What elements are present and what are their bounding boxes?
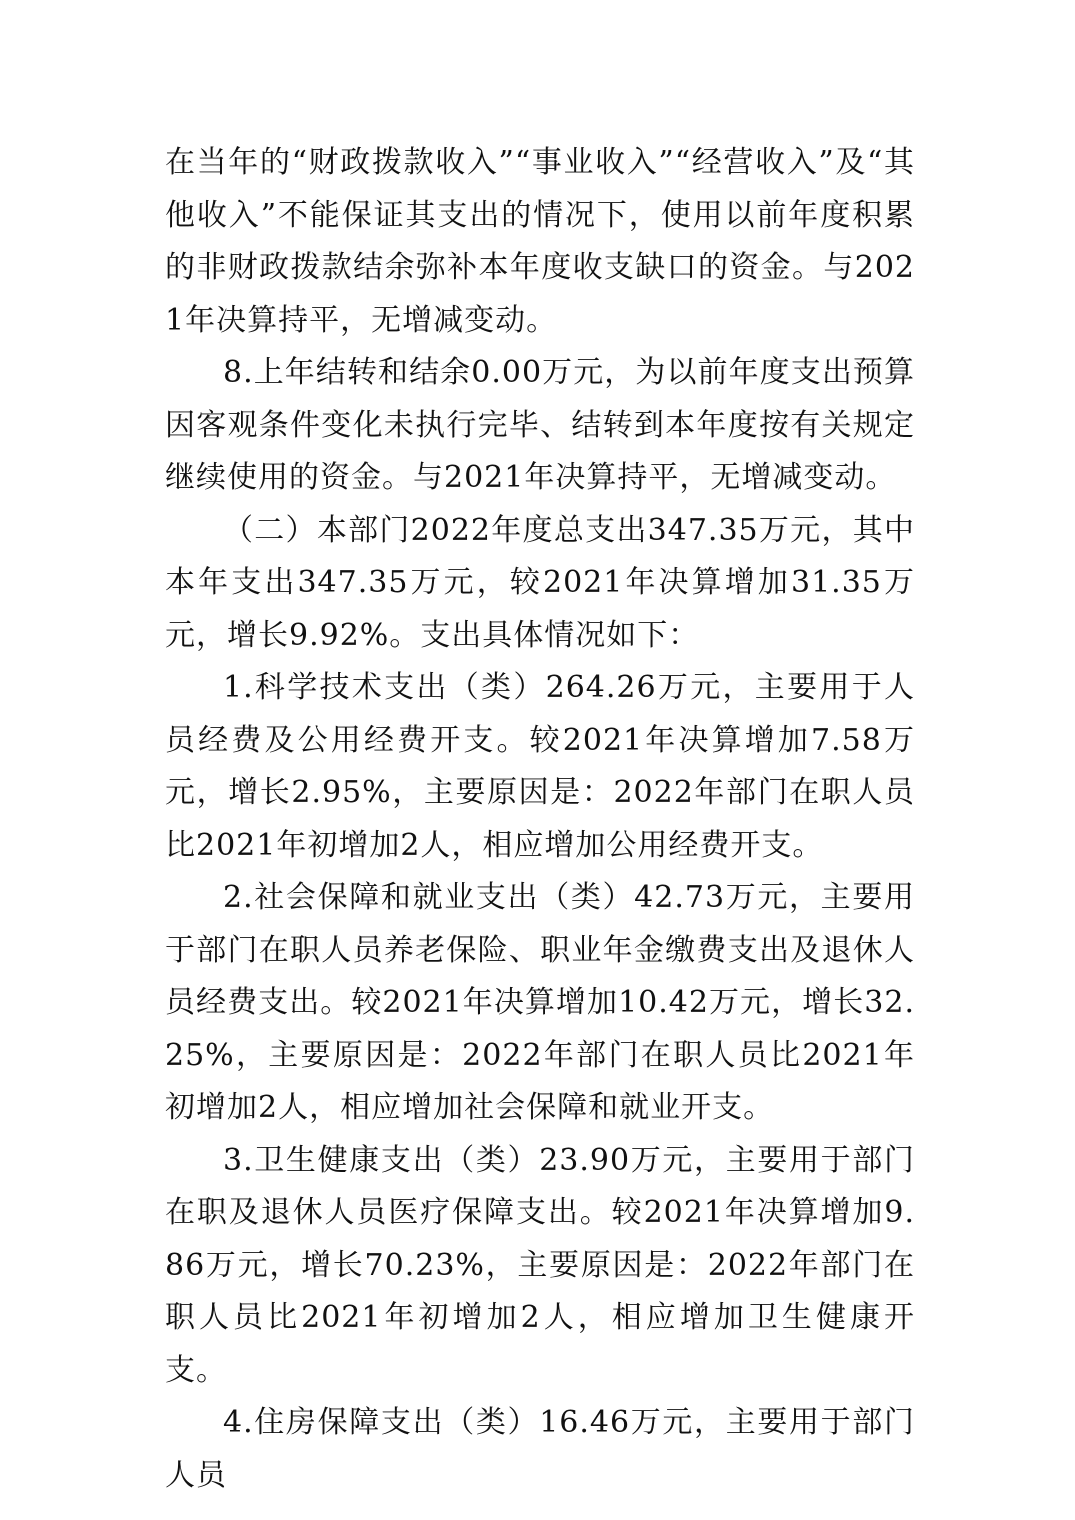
paragraph-section-2: （二）本部门2022年度总支出347.35万元，其中本年支出347.35万元，较2021年决算增加31.35万元，增长9.92%。支出具体情况如下： — [165, 512, 915, 653]
paragraph-continuation: 在当年的“财政拨款收入”“事业收入”“经营收入”及“其他收入”不能保证其支出的情况下，使用以前年度积累的非财政拨款结余弥补本年度收支缺口的资金。与2021年决算持平，无增减变动。 — [165, 145, 915, 338]
paragraph-item-8: 8.上年结转和结余0.00万元，为以前年度支出预算因客观条件变化未执行完毕、结转到本年度按有关规定继续使用的资金。与2021年决算持平，无增减变动。 — [165, 355, 915, 495]
document-body — [165, 137, 915, 1502]
paragraph-expense-4: 4.住房保障支出（类）16.46万元，主要用于部门人员 — [165, 1405, 915, 1493]
paragraph-expense-3: 3.卫生健康支出（类）23.90万元，主要用于部门在职及退休人员医疗保障支出。较2021年决算增加9.86万元，增长70.23%，主要原因是：2022年部门在职人员比2021年初增加2人，相应增加卫生健康开支。 — [165, 1142, 915, 1388]
paragraph-expense-2: 2.社会保障和就业支出（类）42.73万元，主要用于部门在职人员养老保险、职业年金缴费支出及退休人员经费支出。较2021年决算增加10.42万元，增长32.25%，主要原因是：2022年部门在职人员比2021年初增加2人，相应增加社会保障和就业开支。 — [165, 880, 915, 1125]
paragraph-expense-1: 1.科学技术支出（类）264.26万元，主要用于人员经费及公用经费开支。较2021年决算增加7.58万元，增长2.95%，主要原因是：2022年部门在职人员比2021年初增加2人，相应增加公用经费开支。 — [165, 670, 915, 863]
